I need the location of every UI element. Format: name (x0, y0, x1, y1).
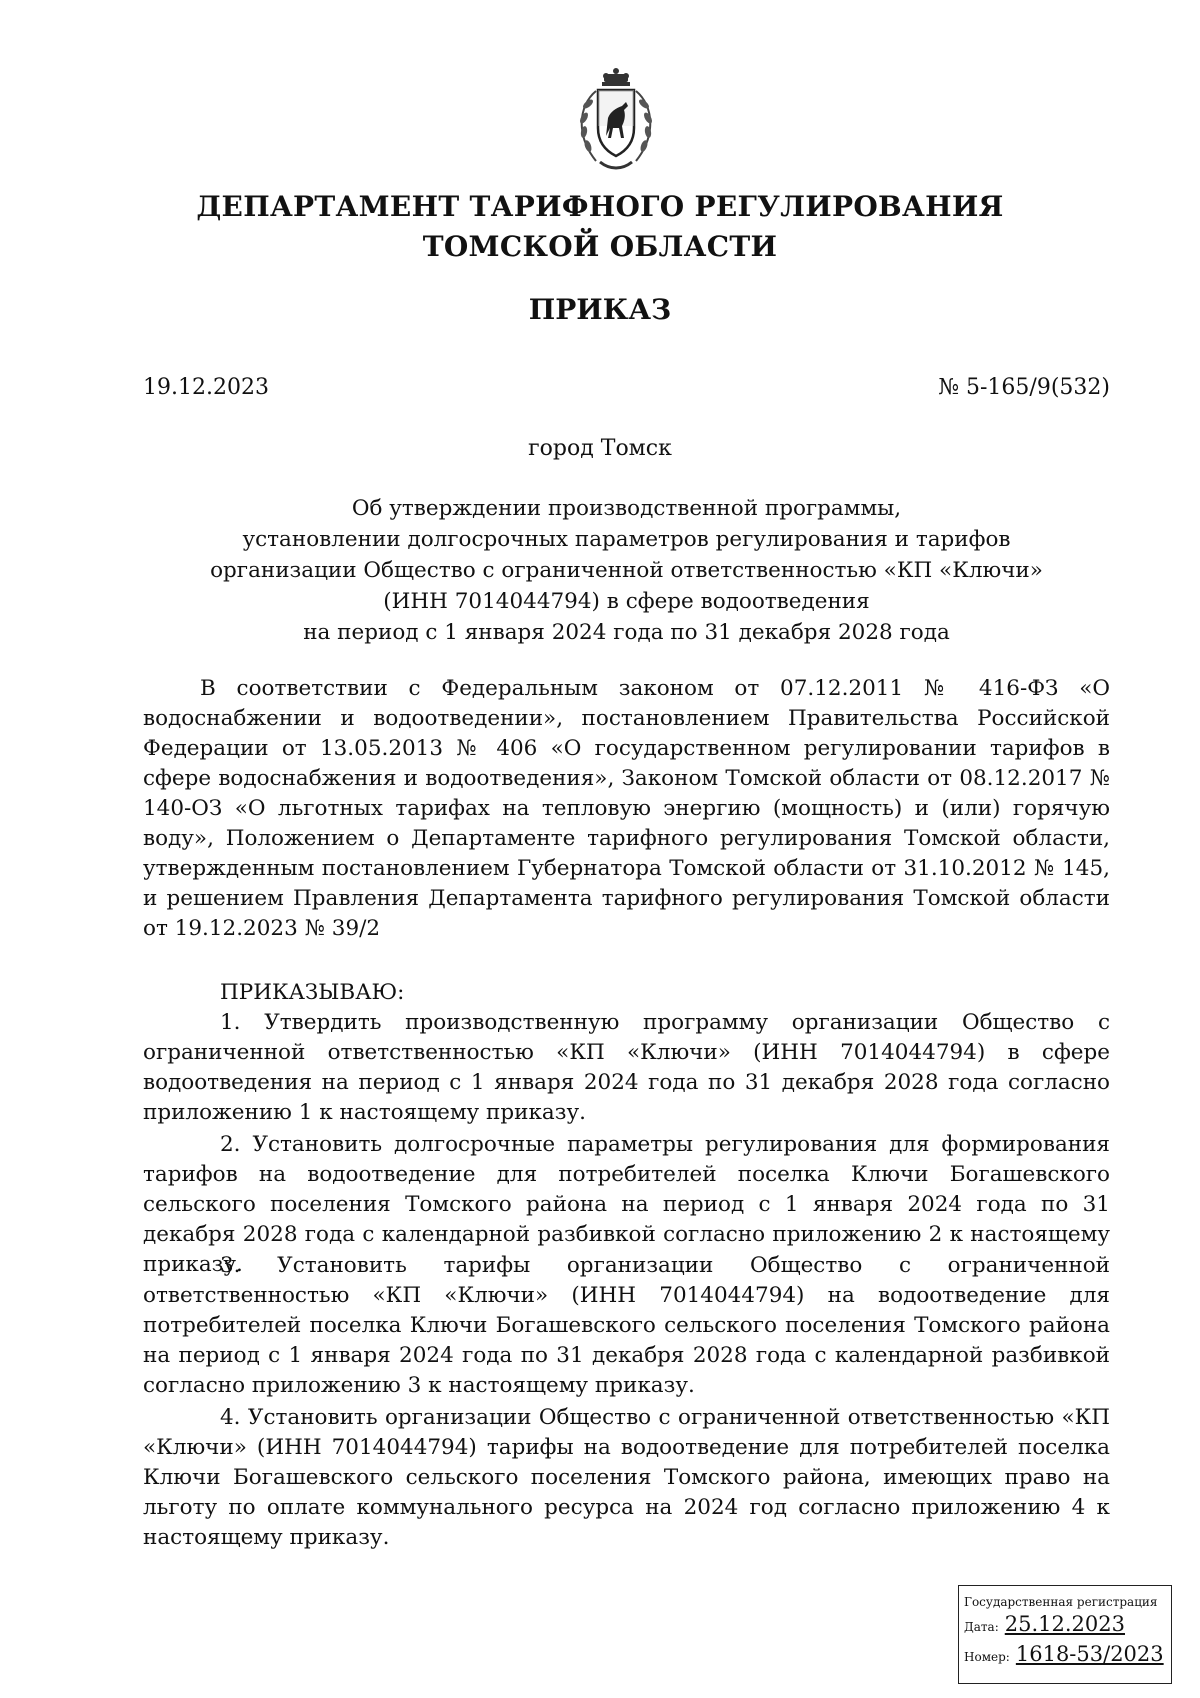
preamble-paragraph: В соответствии с Федеральным законом от 07.12.2011 № 416-ФЗ «О водоснабжении и водоотведении», постановлением Правительства Российской Федерации от 13.05.2013 № 406 «О государственном регулировании тарифов в сфере водоснабжения и водоотведения», Законом Томской области от 08.12.2017 № 140-ОЗ «О льготных тарифах на тепловую энергию (мощность) и (или) горячую воду», Положением о Департаменте тарифного регулирования Томской области, утвержденным постановлением Губернатора Томской области от 31.10.2012 № 145, и решением Правления Департамента тарифного регулирования Томской области от 19.12.2023 № 39/2 (143, 676, 1110, 941)
title-line: на период с 1 января 2024 года по 31 декабря 2028 года (303, 620, 950, 645)
stamp-date-row (964, 1610, 1166, 1640)
document-date: 19.12.2023 (143, 375, 269, 400)
stamp-date-label: Дата: (964, 1620, 999, 1634)
document-title (143, 493, 1110, 648)
order-item: 4. Установить организации Общество с ограниченной ответственностью «КП «Ключи» (ИНН 7014044794) тарифы на водоотведение для потребителей поселка Ключи Богашевского сельского поселения Томского района, имеющих право на льготу по оплате коммунального ресурса на 2024 год согласно приложению 4 к настоящему приказу. (143, 1405, 1110, 1550)
registration-stamp (958, 1585, 1172, 1684)
title-line: Об утверждении производственной программы, (351, 496, 902, 521)
order-item: 3. Установить тарифы организации Общество с ограниченной ответственностью «КП «Ключи» (ИНН 7014044794) на водоотведение для потребителей поселка Ключи Богашевского сельского поселения Томского района на период с 1 января 2024 года по 31 декабря 2028 года с календарной разбивкой согласно приложению 3 к настоящему приказу. (143, 1253, 1110, 1398)
stamp-date-value: 25.12.2023 (1004, 1612, 1125, 1636)
stamp-heading-row (964, 1588, 1166, 1610)
org-name-line1: ДЕПАРТАМЕНТ ТАРИФНОГО РЕГУЛИРОВАНИЯ (196, 190, 1004, 223)
document-city: город Томск (528, 436, 672, 461)
order-item: 1. Утвердить производственную программу организации Общество с ограниченной ответственностью «КП «Ключи» (ИНН 7014044794) в сфере водоотведения на период с 1 января 2024 года по 31 декабря 2028 года согласно приложению 1 к настоящему приказу. (143, 1010, 1110, 1125)
org-name-line2: ТОМСКОЙ ОБЛАСТИ (422, 230, 778, 263)
stamp-number-row (964, 1640, 1166, 1670)
stamp-number-value: 1618-53/2023 (1015, 1642, 1164, 1666)
title-line: установлении долгосрочных параметров регулирования и тарифов (242, 527, 1011, 552)
document-number: № 5-165/9(532) (938, 375, 1110, 400)
coat-of-arms-icon (566, 66, 666, 176)
stamp-heading: Государственная регистрация (964, 1595, 1158, 1609)
title-line: организации Общество с ограниченной ответственностью «КП «Ключи» (210, 558, 1043, 583)
order-heading: ПРИКАЗЫВАЮ: (220, 980, 405, 1005)
document-type: ПРИКАЗ (528, 293, 672, 326)
order-item: 2. Установить долгосрочные параметры регулирования для формирования тарифов на водоотведение для потребителей поселка Ключи Богашевского сельского поселения Томского района на период с 1 января 2024 года по 31 декабря 2028 года с календарной разбивкой согласно приложению 2 к настоящему приказу. (143, 1132, 1110, 1277)
title-line: (ИНН 7014044794) в сфере водоотведения (383, 589, 870, 614)
stamp-number-label: Номер: (964, 1650, 1010, 1664)
